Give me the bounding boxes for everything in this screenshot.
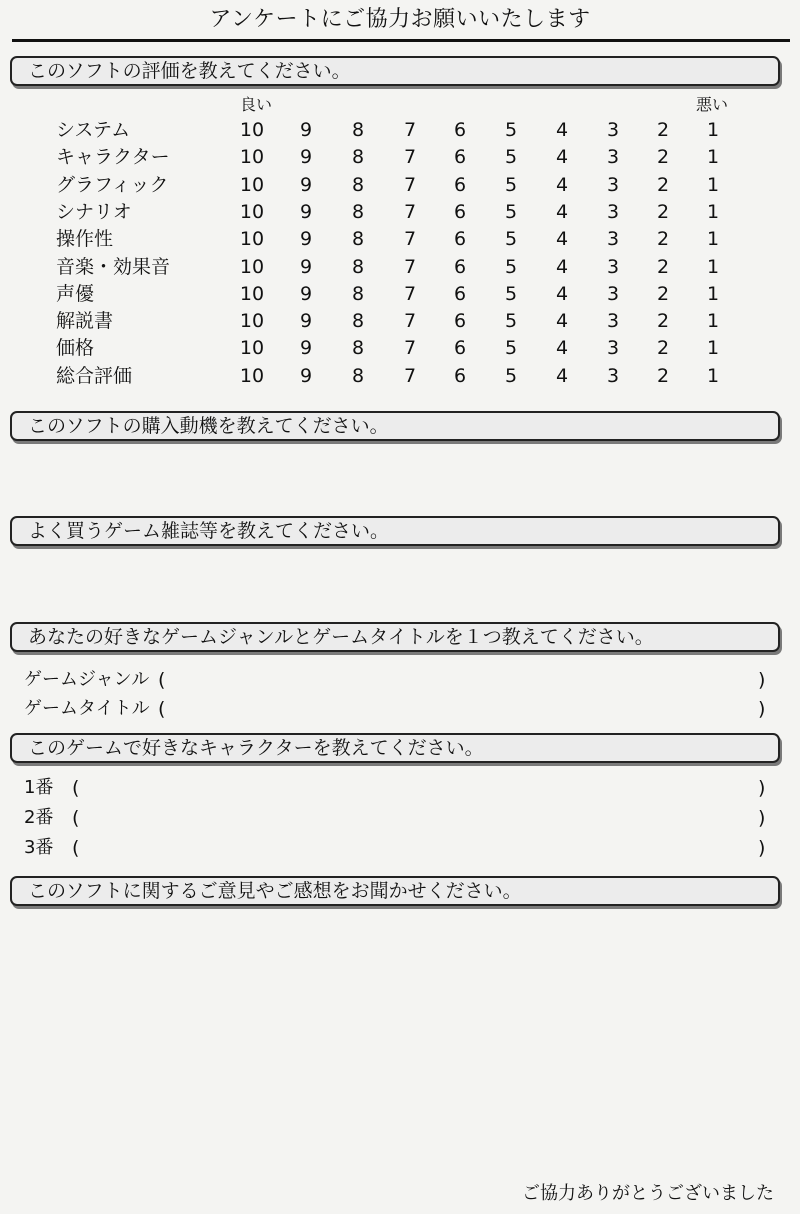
- genre-open-paren: (: [158, 669, 166, 691]
- rating-score-option[interactable]: 4: [555, 282, 569, 305]
- rating-score-option[interactable]: 10: [239, 310, 265, 333]
- rating-score-option[interactable]: 4: [555, 173, 569, 196]
- rating-score-option[interactable]: 4: [555, 228, 569, 251]
- rating-score-option[interactable]: 10: [239, 146, 265, 169]
- rating-score-option[interactable]: 4: [555, 337, 569, 360]
- rating-score-option[interactable]: 6: [453, 282, 467, 305]
- rating-score-option[interactable]: 2: [656, 337, 670, 360]
- rating-item-label: 音楽・効果音: [56, 255, 171, 278]
- rating-item-label: システム: [56, 119, 131, 141]
- rating-score-option[interactable]: 8: [351, 146, 365, 169]
- rating-score-option[interactable]: 10: [239, 228, 265, 251]
- rating-score-option[interactable]: 9: [299, 200, 313, 223]
- rating-row: [0, 172, 800, 199]
- rating-score-option[interactable]: 6: [453, 364, 467, 387]
- rating-score-option[interactable]: 9: [299, 255, 313, 278]
- rating-score-option[interactable]: 3: [606, 173, 620, 196]
- title-divider: [12, 39, 790, 42]
- rating-item-label: キャラクター: [56, 146, 170, 169]
- rating-score-option[interactable]: 5: [504, 255, 518, 278]
- rating-score-option[interactable]: 3: [606, 364, 620, 387]
- rating-row: [0, 254, 800, 281]
- rating-score-option[interactable]: 1: [706, 228, 720, 251]
- rating-score-option[interactable]: 3: [606, 255, 620, 278]
- rating-score-option[interactable]: 6: [453, 173, 467, 196]
- rating-score-option[interactable]: 10: [239, 200, 265, 223]
- rating-score-option[interactable]: 10: [239, 173, 265, 196]
- rating-score-option[interactable]: 3: [606, 282, 620, 305]
- rating-score-option[interactable]: 9: [299, 364, 313, 387]
- rating-score-option[interactable]: 10: [239, 282, 265, 305]
- rating-score-option[interactable]: 5: [504, 146, 518, 169]
- rating-score-option[interactable]: 10: [239, 255, 265, 278]
- rating-item-label: シナリオ: [56, 200, 132, 223]
- rating-score-option[interactable]: 7: [403, 364, 417, 387]
- rating-score-option[interactable]: 10: [239, 337, 265, 360]
- rating-score-option[interactable]: 2: [656, 228, 670, 251]
- title-field[interactable]: [24, 695, 774, 723]
- section-magazines: よく買うゲーム雑誌等を教えてください。: [10, 516, 780, 546]
- rating-score-option[interactable]: 6: [453, 146, 467, 169]
- character-field-3-label: 3番: [24, 837, 54, 858]
- rating-item-label: 操作性: [56, 228, 114, 251]
- rating-score-option[interactable]: 1: [706, 119, 720, 141]
- rating-score-option[interactable]: 7: [403, 282, 417, 305]
- rating-score-option[interactable]: 1: [706, 282, 720, 305]
- rating-item-label: グラフィック: [56, 173, 169, 196]
- rating-score-option[interactable]: 9: [299, 228, 313, 251]
- rating-score-option[interactable]: 9: [299, 337, 313, 360]
- rating-score-option[interactable]: 2: [656, 119, 670, 141]
- rating-score-option[interactable]: 3: [606, 337, 620, 360]
- rating-score-option[interactable]: 8: [351, 173, 365, 196]
- rating-score-option[interactable]: 8: [351, 255, 365, 278]
- rating-score-option[interactable]: 9: [299, 310, 313, 333]
- section-comments: このソフトに関するご意見やご感想をお聞かせください。: [10, 876, 780, 906]
- rating-score-option[interactable]: 4: [555, 364, 569, 387]
- title-close-paren: ): [758, 698, 766, 720]
- rating-score-option[interactable]: 7: [403, 200, 417, 223]
- rating-score-option[interactable]: 2: [656, 200, 670, 223]
- rating-score-option[interactable]: 1: [706, 310, 720, 333]
- rating-score-option[interactable]: 5: [504, 282, 518, 305]
- rating-score-option[interactable]: 2: [656, 173, 670, 196]
- rating-score-option[interactable]: 5: [504, 119, 518, 141]
- rating-score-option[interactable]: 8: [351, 282, 365, 305]
- rating-score-option[interactable]: 4: [555, 310, 569, 333]
- title-field-label: ゲームタイトル: [24, 698, 150, 719]
- rating-row: [0, 199, 800, 226]
- rating-score-option[interactable]: 9: [299, 119, 313, 141]
- section-purchase-motive: このソフトの購入動機を教えてください。: [10, 411, 780, 441]
- rating-score-option[interactable]: 1: [706, 337, 720, 360]
- character-3-open-paren: (: [72, 837, 80, 859]
- rating-score-option[interactable]: 7: [403, 310, 417, 333]
- title-open-paren: (: [158, 698, 166, 720]
- rating-score-option[interactable]: 8: [351, 228, 365, 251]
- rating-score-option[interactable]: 5: [504, 200, 518, 223]
- rating-score-option[interactable]: 5: [504, 310, 518, 333]
- rating-item-label: 解説書: [56, 310, 114, 333]
- character-2-close-paren: ): [758, 807, 766, 829]
- rating-score-option[interactable]: 7: [403, 119, 417, 141]
- rating-score-option[interactable]: 10: [239, 364, 265, 387]
- genre-field-label: ゲームジャンル: [24, 669, 150, 690]
- rating-item-label: 価格: [56, 337, 95, 360]
- rating-score-option[interactable]: 9: [299, 282, 313, 305]
- page-title: アンケートにご協力お願いいたします: [209, 7, 591, 32]
- rating-score-option[interactable]: 1: [706, 200, 720, 223]
- rating-score-option[interactable]: 5: [504, 364, 518, 387]
- rating-score-option[interactable]: 9: [299, 146, 313, 169]
- rating-score-option[interactable]: 10: [239, 119, 265, 141]
- character-field-1-label: 1番: [24, 777, 54, 798]
- character-3-close-paren: ): [758, 837, 766, 859]
- rating-score-option[interactable]: 2: [656, 310, 670, 333]
- rating-score-option[interactable]: 1: [706, 364, 720, 387]
- rating-score-option[interactable]: 3: [606, 200, 620, 223]
- character-1-open-paren: (: [72, 777, 80, 799]
- rating-score-option[interactable]: 8: [351, 337, 365, 360]
- rating-score-option[interactable]: 3: [606, 119, 620, 141]
- rating-score-option[interactable]: 8: [351, 310, 365, 333]
- rating-score-option[interactable]: 8: [351, 119, 365, 141]
- rating-score-option[interactable]: 1: [706, 173, 720, 196]
- rating-score-option[interactable]: 7: [403, 228, 417, 251]
- rating-score-option[interactable]: 1: [706, 255, 720, 278]
- rating-row: [0, 226, 800, 253]
- rating-row: [0, 117, 800, 144]
- rating-score-option[interactable]: 5: [504, 228, 518, 251]
- rating-score-option[interactable]: 6: [453, 255, 467, 278]
- genre-close-paren: ): [758, 669, 766, 691]
- rating-score-option[interactable]: 6: [453, 337, 467, 360]
- rating-row: [0, 363, 800, 390]
- character-2-open-paren: (: [72, 807, 80, 829]
- rating-score-option[interactable]: 4: [555, 119, 569, 141]
- rating-score-option[interactable]: 8: [351, 200, 365, 223]
- rating-score-option[interactable]: 6: [453, 228, 467, 251]
- section-favorite-character: このゲームで好きなキャラクターを教えてください。: [10, 733, 780, 763]
- rating-item-label: 声優: [56, 282, 95, 305]
- rating-item-label: 総合評価: [56, 364, 133, 387]
- closing-thanks: ご協力ありがとうございました: [522, 1183, 774, 1204]
- character-field-3[interactable]: [24, 834, 774, 862]
- rating-score-option[interactable]: 2: [656, 364, 670, 387]
- rating-score-option[interactable]: 4: [555, 255, 569, 278]
- rating-score-option[interactable]: 7: [403, 337, 417, 360]
- rating-score-option[interactable]: 4: [555, 146, 569, 169]
- rating-score-option[interactable]: 7: [403, 173, 417, 196]
- rating-score-option[interactable]: 6: [453, 119, 467, 141]
- character-field-2-label: 2番: [24, 807, 54, 828]
- rating-score-option[interactable]: 2: [656, 146, 670, 169]
- rating-score-option[interactable]: 7: [403, 255, 417, 278]
- rating-score-option[interactable]: 7: [403, 146, 417, 169]
- section-favorite-genre-title: あなたの好きなゲームジャンルとゲームタイトルを１つ教えてください。: [10, 622, 780, 652]
- rating-score-option[interactable]: 4: [555, 200, 569, 223]
- scale-good-label: 良い: [240, 95, 273, 114]
- rating-score-option[interactable]: 3: [606, 146, 620, 169]
- genre-field[interactable]: [24, 666, 774, 694]
- rating-score-option[interactable]: 1: [706, 146, 720, 169]
- rating-score-option[interactable]: 3: [606, 228, 620, 251]
- rating-score-option[interactable]: 2: [656, 282, 670, 305]
- rating-row: [0, 281, 800, 308]
- rating-row: [0, 308, 800, 335]
- rating-row: [0, 335, 800, 362]
- rating-score-option[interactable]: 6: [453, 200, 467, 223]
- rating-score-option[interactable]: 5: [504, 337, 518, 360]
- rating-row: [0, 144, 800, 171]
- character-1-close-paren: ): [758, 777, 766, 799]
- rating-score-option[interactable]: 9: [299, 173, 313, 196]
- rating-score-option[interactable]: 5: [504, 173, 518, 196]
- character-field-1[interactable]: [24, 774, 774, 802]
- scale-bad-label: 悪い: [696, 95, 729, 114]
- section-rating: このソフトの評価を教えてください。: [10, 56, 780, 86]
- rating-score-option[interactable]: 8: [351, 364, 365, 387]
- rating-score-option[interactable]: 6: [453, 310, 467, 333]
- rating-score-option[interactable]: 3: [606, 310, 620, 333]
- rating-score-option[interactable]: 2: [656, 255, 670, 278]
- character-field-2[interactable]: [24, 804, 774, 832]
